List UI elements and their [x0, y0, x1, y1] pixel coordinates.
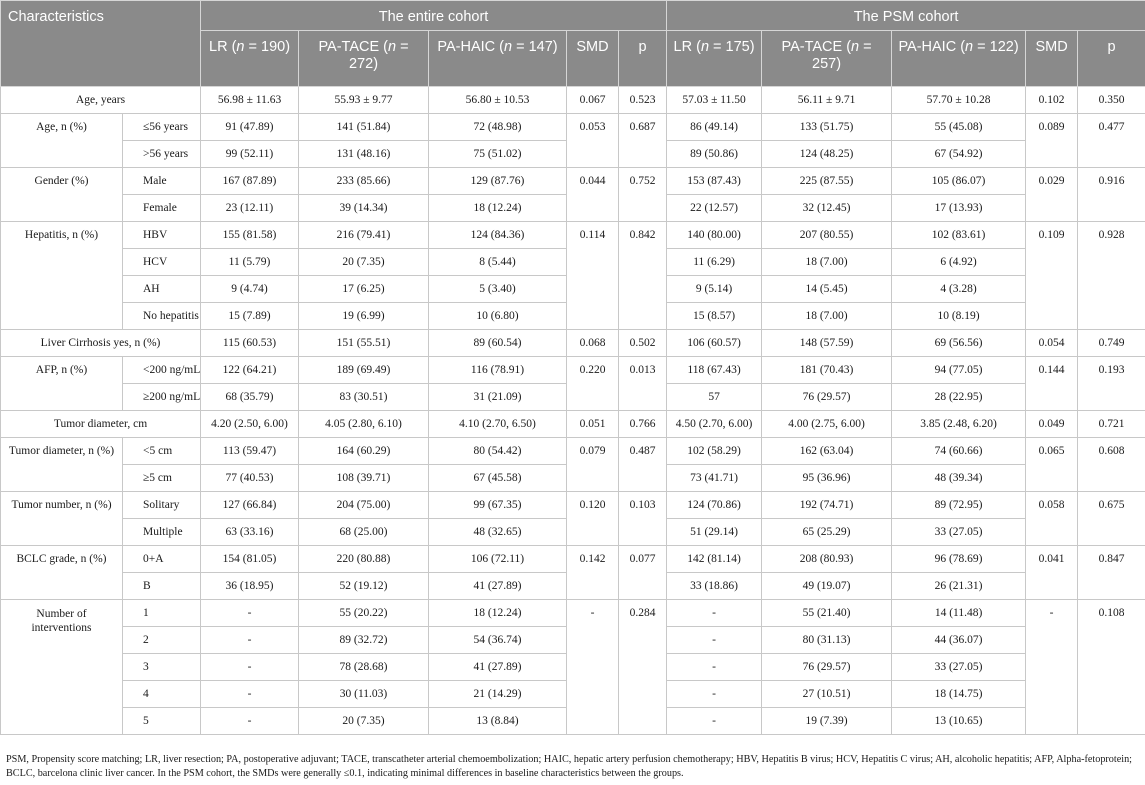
- psm-smd-cell: 0.041: [1026, 546, 1078, 600]
- row-label: AFP, n (%): [1, 357, 123, 411]
- entire-value-cell: 4.20 (2.50, 6.00): [201, 411, 299, 438]
- psm-value-cell: 33 (27.05): [892, 654, 1026, 681]
- entire-value-cell: 5 (3.40): [429, 276, 567, 303]
- entire-value-cell: 48 (32.65): [429, 519, 567, 546]
- psm-p-cell: 0.193: [1078, 357, 1145, 411]
- entire-value-cell: 113 (59.47): [201, 438, 299, 465]
- psm-value-cell: 19 (7.39): [762, 708, 892, 735]
- col-header-prefix: PA-HAIC (: [437, 39, 504, 55]
- entire-value-cell: 80 (54.42): [429, 438, 567, 465]
- psm-value-cell: 33 (18.86): [667, 573, 762, 600]
- col-header-n: n: [851, 39, 860, 55]
- row-label: Gender (%): [1, 168, 123, 222]
- psm-value-cell: 18 (14.75): [892, 681, 1026, 708]
- entire-p-cell: 0.502: [619, 330, 667, 357]
- entire-value-cell: 72 (48.98): [429, 114, 567, 141]
- row-sublabel: ≥5 cm: [123, 465, 201, 492]
- col-header-suffix: = 190): [244, 39, 291, 55]
- entire-col-header: p: [619, 31, 667, 87]
- psm-value-cell: 94 (77.05): [892, 357, 1026, 384]
- entire-smd-cell: -: [567, 600, 619, 735]
- entire-value-cell: 108 (39.71): [299, 465, 429, 492]
- psm-value-cell: 14 (11.48): [892, 600, 1026, 627]
- row-sublabel: HCV: [123, 249, 201, 276]
- psm-p-cell: 0.350: [1078, 87, 1145, 114]
- psm-value-cell: 148 (57.59): [762, 330, 892, 357]
- psm-smd-cell: -: [1026, 600, 1078, 735]
- entire-col-header: [201, 31, 299, 87]
- entire-smd-cell: 0.142: [567, 546, 619, 600]
- table-row: [1, 168, 1145, 195]
- row-sublabel: B: [123, 573, 201, 600]
- psm-smd-cell: 0.144: [1026, 357, 1078, 411]
- entire-smd-cell: 0.114: [567, 222, 619, 330]
- table-row: [1, 222, 1145, 249]
- psm-value-cell: 15 (8.57): [667, 303, 762, 330]
- entire-value-cell: 167 (87.89): [201, 168, 299, 195]
- psm-value-cell: 133 (51.75): [762, 114, 892, 141]
- entire-smd-cell: 0.053: [567, 114, 619, 168]
- psm-value-cell: 57.03 ± 11.50: [667, 87, 762, 114]
- psm-value-cell: 32 (12.45): [762, 195, 892, 222]
- psm-value-cell: 225 (87.55): [762, 168, 892, 195]
- psm-value-cell: 140 (80.00): [667, 222, 762, 249]
- col-header-suffix: = 175): [709, 39, 755, 55]
- entire-value-cell: 189 (69.49): [299, 357, 429, 384]
- psm-p-cell: 0.847: [1078, 546, 1145, 600]
- psm-value-cell: 22 (12.57): [667, 195, 762, 222]
- col-header-prefix: PA-TACE (: [318, 39, 388, 55]
- psm-value-cell: 106 (60.57): [667, 330, 762, 357]
- psm-value-cell: 4.00 (2.75, 6.00): [762, 411, 892, 438]
- entire-value-cell: 116 (78.91): [429, 357, 567, 384]
- psm-p-cell: 0.477: [1078, 114, 1145, 168]
- col-header-suffix: = 272): [349, 39, 409, 72]
- psm-value-cell: 4.50 (2.70, 6.00): [667, 411, 762, 438]
- psm-smd-cell: 0.102: [1026, 87, 1078, 114]
- entire-value-cell: 99 (52.11): [201, 141, 299, 168]
- row-sublabel: Male: [123, 168, 201, 195]
- entire-value-cell: 36 (18.95): [201, 573, 299, 600]
- entire-value-cell: 20 (7.35): [299, 708, 429, 735]
- entire-value-cell: 13 (8.84): [429, 708, 567, 735]
- entire-p-cell: 0.013: [619, 357, 667, 411]
- entire-value-cell: 9 (4.74): [201, 276, 299, 303]
- entire-value-cell: 8 (5.44): [429, 249, 567, 276]
- entire-smd-cell: 0.079: [567, 438, 619, 492]
- psm-smd-cell: 0.049: [1026, 411, 1078, 438]
- entire-smd-cell: 0.220: [567, 357, 619, 411]
- psm-value-cell: 142 (81.14): [667, 546, 762, 573]
- psm-value-cell: 48 (39.34): [892, 465, 1026, 492]
- row-sublabel: 3: [123, 654, 201, 681]
- row-sublabel: 2: [123, 627, 201, 654]
- col-header-n: n: [965, 39, 974, 55]
- psm-value-cell: 14 (5.45): [762, 276, 892, 303]
- entire-p-cell: 0.523: [619, 87, 667, 114]
- psm-smd-cell: 0.029: [1026, 168, 1078, 222]
- col-header-suffix: = 257): [812, 39, 872, 72]
- row-sublabel: 4: [123, 681, 201, 708]
- psm-value-cell: 96 (78.69): [892, 546, 1026, 573]
- row-sublabel: ≤56 years: [123, 114, 201, 141]
- entire-value-cell: 67 (45.58): [429, 465, 567, 492]
- psm-value-cell: 124 (48.25): [762, 141, 892, 168]
- entire-smd-cell: 0.068: [567, 330, 619, 357]
- psm-col-header: p: [1078, 31, 1145, 87]
- psm-value-cell: 49 (19.07): [762, 573, 892, 600]
- row-label: Liver Cirrhosis yes, n (%): [1, 330, 201, 357]
- entire-col-header: [429, 31, 567, 87]
- table-row: [1, 87, 1145, 114]
- entire-cohort-header: The entire cohort: [201, 1, 667, 31]
- table-row: [1, 546, 1145, 573]
- row-sublabel: Female: [123, 195, 201, 222]
- table-row: [1, 411, 1145, 438]
- entire-value-cell: 20 (7.35): [299, 249, 429, 276]
- psm-smd-cell: 0.054: [1026, 330, 1078, 357]
- row-label: Hepatitis, n (%): [1, 222, 123, 330]
- entire-value-cell: 89 (32.72): [299, 627, 429, 654]
- entire-p-cell: 0.687: [619, 114, 667, 168]
- psm-value-cell: 162 (63.04): [762, 438, 892, 465]
- psm-value-cell: 67 (54.92): [892, 141, 1026, 168]
- entire-value-cell: 233 (85.66): [299, 168, 429, 195]
- entire-value-cell: 41 (27.89): [429, 654, 567, 681]
- psm-p-cell: 0.916: [1078, 168, 1145, 222]
- psm-value-cell: 105 (86.07): [892, 168, 1026, 195]
- psm-smd-cell: 0.065: [1026, 438, 1078, 492]
- entire-value-cell: 19 (6.99): [299, 303, 429, 330]
- col-header-n: n: [700, 39, 710, 55]
- row-sublabel: No hepatitis: [123, 303, 201, 330]
- psm-col-header: [762, 31, 892, 87]
- table-header: [1, 1, 1145, 87]
- psm-value-cell: 118 (67.43): [667, 357, 762, 384]
- psm-value-cell: 73 (41.71): [667, 465, 762, 492]
- psm-smd-cell: 0.089: [1026, 114, 1078, 168]
- entire-value-cell: 83 (30.51): [299, 384, 429, 411]
- psm-col-header: [892, 31, 1026, 87]
- psm-value-cell: -: [667, 708, 762, 735]
- psm-value-cell: 26 (21.31): [892, 573, 1026, 600]
- entire-value-cell: 68 (35.79): [201, 384, 299, 411]
- entire-value-cell: 155 (81.58): [201, 222, 299, 249]
- entire-value-cell: 127 (66.84): [201, 492, 299, 519]
- psm-value-cell: 69 (56.56): [892, 330, 1026, 357]
- table-row: [1, 438, 1145, 465]
- entire-value-cell: 39 (14.34): [299, 195, 429, 222]
- col-header-prefix: PA-HAIC (: [898, 39, 966, 55]
- entire-value-cell: 151 (55.51): [299, 330, 429, 357]
- psm-value-cell: 57.70 ± 10.28: [892, 87, 1026, 114]
- entire-value-cell: 18 (12.24): [429, 600, 567, 627]
- entire-value-cell: 122 (64.21): [201, 357, 299, 384]
- psm-value-cell: 57: [667, 384, 762, 411]
- psm-value-cell: 76 (29.57): [762, 654, 892, 681]
- entire-value-cell: 4.10 (2.70, 6.50): [429, 411, 567, 438]
- psm-col-header: SMD: [1026, 31, 1078, 87]
- psm-value-cell: 65 (25.29): [762, 519, 892, 546]
- table-row: [1, 357, 1145, 384]
- psm-value-cell: 27 (10.51): [762, 681, 892, 708]
- psm-value-cell: 74 (60.66): [892, 438, 1026, 465]
- psm-value-cell: 10 (8.19): [892, 303, 1026, 330]
- table-body: [1, 87, 1145, 735]
- entire-value-cell: 56.98 ± 11.63: [201, 87, 299, 114]
- row-sublabel: ≥200 ng/mL: [123, 384, 201, 411]
- entire-value-cell: 141 (51.84): [299, 114, 429, 141]
- psm-value-cell: -: [667, 600, 762, 627]
- entire-value-cell: 131 (48.16): [299, 141, 429, 168]
- entire-value-cell: 164 (60.29): [299, 438, 429, 465]
- psm-value-cell: 208 (80.93): [762, 546, 892, 573]
- psm-value-cell: 102 (58.29): [667, 438, 762, 465]
- psm-value-cell: 18 (7.00): [762, 249, 892, 276]
- entire-value-cell: -: [201, 627, 299, 654]
- row-sublabel: Solitary: [123, 492, 201, 519]
- psm-p-cell: 0.721: [1078, 411, 1145, 438]
- entire-value-cell: 55.93 ± 9.77: [299, 87, 429, 114]
- col-header-prefix: PA-TACE (: [781, 39, 852, 55]
- psm-value-cell: -: [667, 627, 762, 654]
- entire-value-cell: 154 (81.05): [201, 546, 299, 573]
- entire-value-cell: 75 (51.02): [429, 141, 567, 168]
- psm-value-cell: 89 (72.95): [892, 492, 1026, 519]
- table-footnote: PSM, Propensity score matching; LR, liver resection; PA, postoperative adjuvant; TACE, transcatheter arterial chemoembolization; HAIC, hepatic artery perfusion chemotherapy; HBV, Hepatitis B virus; HCV, Hepatitis C virus; AH, alcoholic hepatitis; AFP, Alpha-fetoprotein; BCLC, barcelona clinic liver cancer. In the PSM cohort, the SMDs were generally ≤0.1, indicating minimal differences in baseline characteristics between the groups.: [6, 754, 1133, 779]
- psm-value-cell: 33 (27.05): [892, 519, 1026, 546]
- psm-value-cell: 95 (36.96): [762, 465, 892, 492]
- row-sublabel: HBV: [123, 222, 201, 249]
- entire-smd-cell: 0.051: [567, 411, 619, 438]
- entire-value-cell: 89 (60.54): [429, 330, 567, 357]
- psm-value-cell: 13 (10.65): [892, 708, 1026, 735]
- entire-value-cell: 15 (7.89): [201, 303, 299, 330]
- entire-value-cell: 17 (6.25): [299, 276, 429, 303]
- entire-value-cell: 204 (75.00): [299, 492, 429, 519]
- psm-value-cell: 192 (74.71): [762, 492, 892, 519]
- row-label: Age, n (%): [1, 114, 123, 168]
- entire-value-cell: 220 (80.88): [299, 546, 429, 573]
- entire-value-cell: 129 (87.76): [429, 168, 567, 195]
- col-header-n: n: [236, 39, 245, 55]
- psm-value-cell: 89 (50.86): [667, 141, 762, 168]
- entire-value-cell: -: [201, 600, 299, 627]
- entire-p-cell: 0.284: [619, 600, 667, 735]
- psm-value-cell: 207 (80.55): [762, 222, 892, 249]
- entire-value-cell: 23 (12.11): [201, 195, 299, 222]
- col-header-prefix: LR (: [209, 39, 237, 55]
- col-header-suffix: = 122): [973, 39, 1019, 55]
- psm-col-header: [667, 31, 762, 87]
- psm-value-cell: 44 (36.07): [892, 627, 1026, 654]
- entire-value-cell: 77 (40.53): [201, 465, 299, 492]
- entire-value-cell: 115 (60.53): [201, 330, 299, 357]
- psm-smd-cell: 0.058: [1026, 492, 1078, 546]
- psm-value-cell: 56.11 ± 9.71: [762, 87, 892, 114]
- psm-value-cell: 124 (70.86): [667, 492, 762, 519]
- row-sublabel: Multiple: [123, 519, 201, 546]
- entire-value-cell: -: [201, 681, 299, 708]
- table-row: [1, 114, 1145, 141]
- entire-value-cell: 63 (33.16): [201, 519, 299, 546]
- row-sublabel: >56 years: [123, 141, 201, 168]
- entire-p-cell: 0.487: [619, 438, 667, 492]
- entire-value-cell: 216 (79.41): [299, 222, 429, 249]
- psm-value-cell: 4 (3.28): [892, 276, 1026, 303]
- col-header-suffix: = 147): [512, 39, 558, 55]
- psm-value-cell: 11 (6.29): [667, 249, 762, 276]
- entire-col-header: SMD: [567, 31, 619, 87]
- row-label: Tumor diameter, cm: [1, 411, 201, 438]
- psm-value-cell: -: [667, 654, 762, 681]
- entire-col-header: [299, 31, 429, 87]
- psm-p-cell: 0.108: [1078, 600, 1145, 735]
- entire-smd-cell: 0.044: [567, 168, 619, 222]
- psm-value-cell: 17 (13.93): [892, 195, 1026, 222]
- psm-value-cell: 6 (4.92): [892, 249, 1026, 276]
- psm-p-cell: 0.928: [1078, 222, 1145, 330]
- row-label: BCLC grade, n (%): [1, 546, 123, 600]
- entire-value-cell: 106 (72.11): [429, 546, 567, 573]
- psm-value-cell: 80 (31.13): [762, 627, 892, 654]
- entire-value-cell: 54 (36.74): [429, 627, 567, 654]
- psm-value-cell: 55 (45.08): [892, 114, 1026, 141]
- psm-value-cell: 18 (7.00): [762, 303, 892, 330]
- col-header-n: n: [388, 39, 397, 55]
- psm-value-cell: 28 (22.95): [892, 384, 1026, 411]
- entire-value-cell: 21 (14.29): [429, 681, 567, 708]
- entire-value-cell: -: [201, 654, 299, 681]
- psm-p-cell: 0.749: [1078, 330, 1145, 357]
- entire-value-cell: 18 (12.24): [429, 195, 567, 222]
- psm-value-cell: 102 (83.61): [892, 222, 1026, 249]
- entire-value-cell: 4.05 (2.80, 6.10): [299, 411, 429, 438]
- entire-value-cell: 30 (11.03): [299, 681, 429, 708]
- entire-value-cell: 10 (6.80): [429, 303, 567, 330]
- row-label: Number of interventions: [1, 600, 123, 735]
- table-row: [1, 330, 1145, 357]
- entire-value-cell: 91 (47.89): [201, 114, 299, 141]
- row-sublabel: AH: [123, 276, 201, 303]
- col-header-prefix: LR (: [673, 39, 701, 55]
- row-label: Tumor diameter, n (%): [1, 438, 123, 492]
- entire-value-cell: 99 (67.35): [429, 492, 567, 519]
- col-header-n: n: [504, 39, 513, 55]
- psm-value-cell: 55 (21.40): [762, 600, 892, 627]
- psm-cohort-header: The PSM cohort: [667, 1, 1145, 31]
- psm-p-cell: 0.675: [1078, 492, 1145, 546]
- psm-p-cell: 0.608: [1078, 438, 1145, 492]
- entire-value-cell: 52 (19.12): [299, 573, 429, 600]
- entire-value-cell: 55 (20.22): [299, 600, 429, 627]
- row-sublabel: <200 ng/mL: [123, 357, 201, 384]
- entire-p-cell: 0.766: [619, 411, 667, 438]
- psm-value-cell: 181 (70.43): [762, 357, 892, 384]
- characteristics-header: Characteristics: [1, 1, 201, 87]
- psm-value-cell: 3.85 (2.48, 6.20): [892, 411, 1026, 438]
- psm-value-cell: 51 (29.14): [667, 519, 762, 546]
- row-label: Tumor number, n (%): [1, 492, 123, 546]
- entire-value-cell: 68 (25.00): [299, 519, 429, 546]
- entire-value-cell: 56.80 ± 10.53: [429, 87, 567, 114]
- psm-value-cell: 86 (49.14): [667, 114, 762, 141]
- row-label: Age, years: [1, 87, 201, 114]
- psm-value-cell: 153 (87.43): [667, 168, 762, 195]
- entire-value-cell: -: [201, 708, 299, 735]
- psm-value-cell: -: [667, 681, 762, 708]
- row-sublabel: 5: [123, 708, 201, 735]
- row-sublabel: 1: [123, 600, 201, 627]
- row-sublabel: <5 cm: [123, 438, 201, 465]
- psm-smd-cell: 0.109: [1026, 222, 1078, 330]
- entire-value-cell: 11 (5.79): [201, 249, 299, 276]
- psm-value-cell: 9 (5.14): [667, 276, 762, 303]
- table-row: [1, 600, 1145, 627]
- entire-p-cell: 0.103: [619, 492, 667, 546]
- entire-value-cell: 31 (21.09): [429, 384, 567, 411]
- entire-p-cell: 0.752: [619, 168, 667, 222]
- entire-value-cell: 78 (28.68): [299, 654, 429, 681]
- entire-p-cell: 0.842: [619, 222, 667, 330]
- psm-value-cell: 76 (29.57): [762, 384, 892, 411]
- row-sublabel: 0+A: [123, 546, 201, 573]
- entire-p-cell: 0.077: [619, 546, 667, 600]
- entire-value-cell: 124 (84.36): [429, 222, 567, 249]
- table-row: [1, 492, 1145, 519]
- entire-smd-cell: 0.120: [567, 492, 619, 546]
- entire-value-cell: 41 (27.89): [429, 573, 567, 600]
- entire-smd-cell: 0.067: [567, 87, 619, 114]
